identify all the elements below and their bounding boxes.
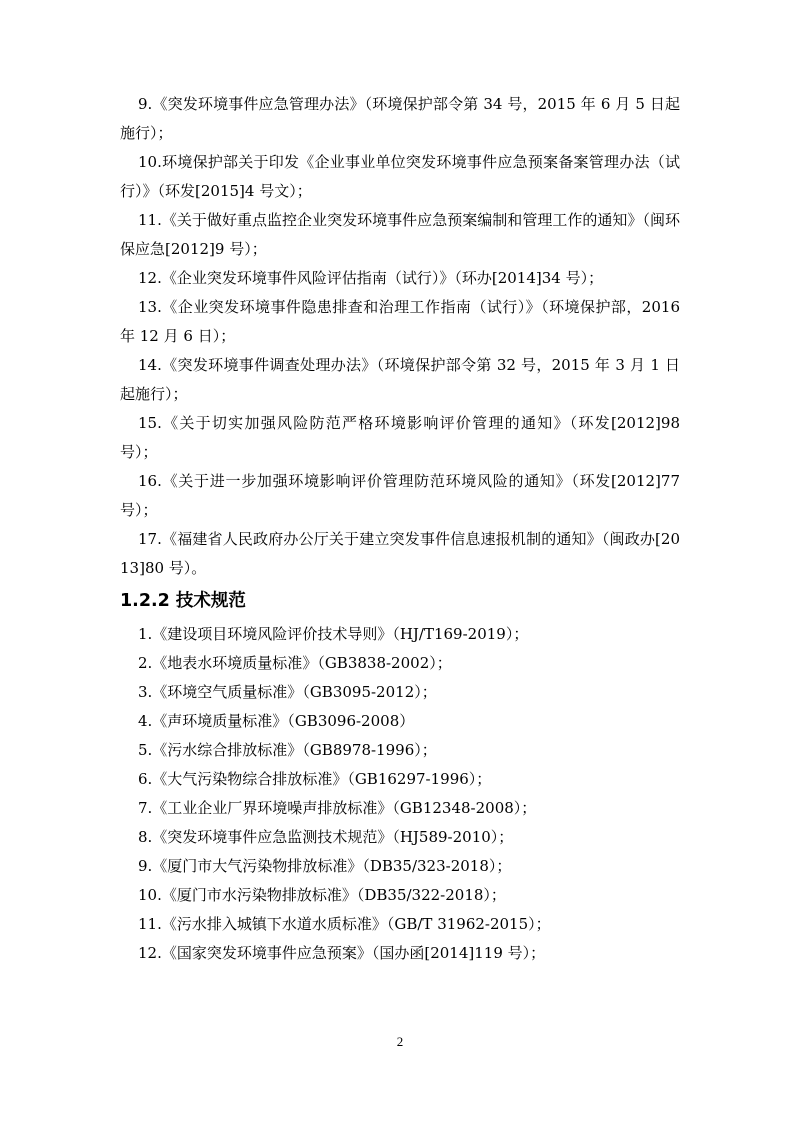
page-content (120, 90, 680, 968)
standard-item-6: 6.《大气污染物综合排放标准》（GB16297-1996）； (138, 770, 492, 788)
standard-item-10: 10.《厦门市水污染物排放标准》（DB35/322-2018）； (138, 886, 506, 904)
regulation-item-11: 11.《关于做好重点监控企业突发环境事件应急预案编制和管理工作的通知》（闽环保应急[2012]9 号）； (120, 211, 680, 258)
standard-item-7: 7.《工业企业厂界环境噪声排放标准》（GB12348-2008）； (138, 799, 537, 817)
regulation-item-14: 14.《突发环境事件调查处理办法》（环境保护部令第 32 号，2015 年 3 月 1 日起施行）； (120, 356, 680, 403)
technical-standards-list (120, 620, 680, 968)
regulations-list (120, 90, 680, 583)
standard-item-4: 4.《声环境质量标准》（GB3096-2008） (138, 712, 415, 730)
regulation-item-17: 17.《福建省人民政府办公厅关于建立突发事件信息速报机制的通知》（闽政办[2013]80 号）。 (120, 530, 680, 577)
standard-item-11: 11.《污水排入城镇下水道水质标准》（GB/T 31962-2015）； (138, 915, 551, 933)
standard-item-8: 8.《突发环境事件应急监测技术规范》（HJ589-2010）； (138, 828, 514, 846)
standard-item-1: 1.《建设项目环境风险评价技术导则》（HJ/T169-2019）； (138, 625, 529, 643)
page-number: 2 (396, 1034, 404, 1049)
regulation-item-16: 16.《关于进一步加强环境影响评价管理防范环境风险的通知》（环发[2012]77 号）； (120, 472, 680, 519)
regulation-item-10: 10.环境保护部关于印发《企业事业单位突发环境事件应急预案备案管理办法（试行）》（环发[2015]4 号文）； (120, 153, 680, 200)
regulation-item-12: 12.《企业突发环境事件风险评估指南（试行）》（环办[2014]34 号）； (138, 269, 604, 287)
regulation-item-15: 15.《关于切实加强风险防范严格环境影响评价管理的通知》（环发[2012]98 号）； (120, 414, 680, 461)
regulation-item-9: 9.《突发环境事件应急管理办法》（环境保护部令第 34 号，2015 年 6 月 5 日起施行）； (120, 95, 680, 142)
standard-item-5: 5.《污水综合排放标准》（GB8978-1996）； (138, 741, 437, 759)
section-heading: 1.2.2 技术规范 (120, 591, 246, 611)
standard-item-3: 3.《环境空气质量标准》（GB3095-2012）； (138, 683, 437, 701)
standard-item-12: 12.《国家突发环境事件应急预案》（国办函[2014]119 号）； (138, 944, 546, 962)
standard-item-2: 2.《地表水环境质量标准》（GB3838-2002）； (138, 654, 452, 672)
standard-item-9: 9.《厦门市大气污染物排放标准》（DB35/323-2018）； (138, 857, 512, 875)
regulation-item-13: 13.《企业突发环境事件隐患排查和治理工作指南（试行）》（环境保护部，2016 年 12 月 6 日）； (120, 298, 680, 345)
